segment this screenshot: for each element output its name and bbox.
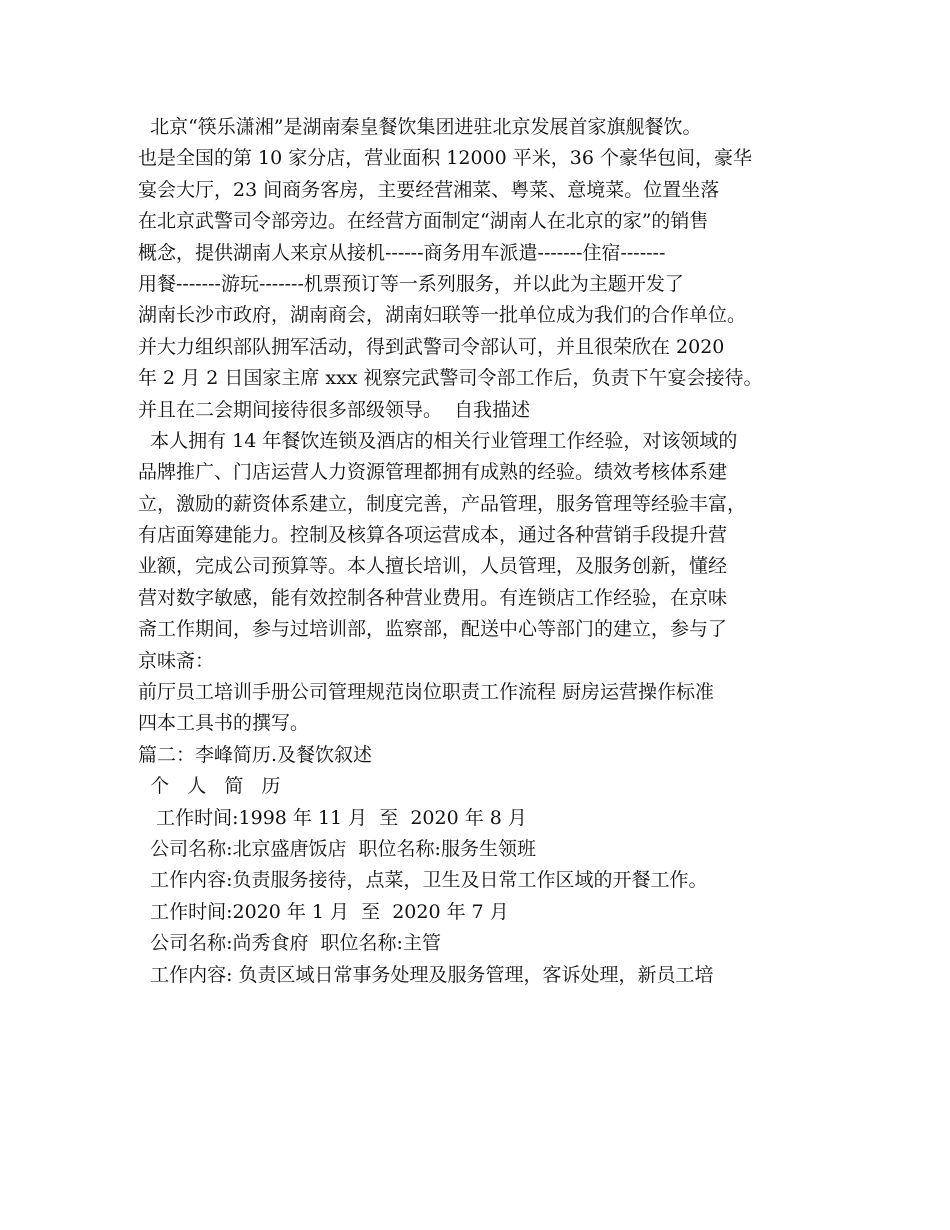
paragraph-line: 也是全国的第 10 家分店，营业面积 12000 平米，36 个豪华包间，豪华 [138,147,752,170]
paragraph-line: 业额，完成公司预算等。本人擅长培训，人员管理，及服务创新，懂经 [138,555,728,578]
paragraph-line: 宴会大厅，23 间商务客房，主要经营湘菜、粤菜、意境菜。位置坐落 [138,178,720,201]
paragraph-line: 用餐-------游玩-------机票预订等一系列服务，并以此为主题开发了 [138,272,684,295]
paragraph-line: 在北京武警司令部旁边。在经营方面制定“湖南人在北京的家”的销售 [138,210,709,233]
resume-line: 工作内容: 负责区域日常事务处理及服务管理，客诉处理，新员工培 [138,963,714,986]
resume-line: 工作内容:负责服务接待，点菜，卫生及日常工作区域的开餐工作。 [138,869,708,892]
paragraph-line: 本人拥有 14 年餐饮连锁及酒店的相关行业管理工作经验，对该领域的 [138,429,738,452]
resume-title: 个 人 简 历 [138,775,281,798]
paragraph-line: 京味斋： [138,649,215,672]
resume-line: 工作时间:2020 年 1 月 至 2020 年 7 月 [138,900,509,923]
paragraph-line: 立，激励的薪资体系建立，制度完善，产品管理，服务管理等经验丰富， [138,492,747,515]
paragraph-line: 品牌推广、门店运营人力资源管理都拥有成熟的经验。绩效考核体系建 [138,461,728,484]
paragraph-line: 北京“筷乐潇湘”是湖南秦皇餐饮集团进驻北京发展首家旗舰餐饮。 [138,116,702,138]
resume-line: 工作时间:1998 年 11 月 至 2020 年 8 月 [138,806,527,829]
paragraph-line: 营对数字敏感，能有效控制各种营业费用。有连锁店工作经验，在京味 [138,586,728,609]
document-body [138,112,838,991]
paragraph-line: 有店面筹建能力。控制及核算各项运营成本，通过各种营销手段提升营 [138,524,728,547]
paragraph-line: 四本工具书的撰写。 [138,712,310,735]
paragraph-line: 年 2 月 2 日国家主席 xxx 视察完武警司令部工作后，负责下午宴会接待。 [138,367,763,390]
resume-line: 公司名称:北京盛唐饭店 职位名称:服务生领班 [138,837,536,860]
section-heading: 篇二：李峰简历.及餐饮叙述 [138,743,373,766]
paragraph-line: 前厅员工培训手册公司管理规范岗位职责工作流程 厨房运营操作标准 [138,681,715,704]
paragraph-line: 概念，提供湖南人来京从接机------商务用车派遣-------住宿------- [138,241,666,264]
paragraph-line: 并且在二会期间接待很多部级领导。 自我描述 [138,398,531,421]
paragraph-line: 湖南长沙市政府，湖南商会，湖南妇联等一批单位成为我们的合作单位。 [138,304,747,327]
paragraph-line: 并大力组织部队拥军活动，得到武警司令部认可，并且很荣欣在 2020 [138,335,725,358]
paragraph-line: 斋工作期间，参与过培训部，监察部，配送中心等部门的建立，参与了 [138,618,728,641]
resume-line: 公司名称:尚秀食府 职位名称:主管 [138,932,441,955]
